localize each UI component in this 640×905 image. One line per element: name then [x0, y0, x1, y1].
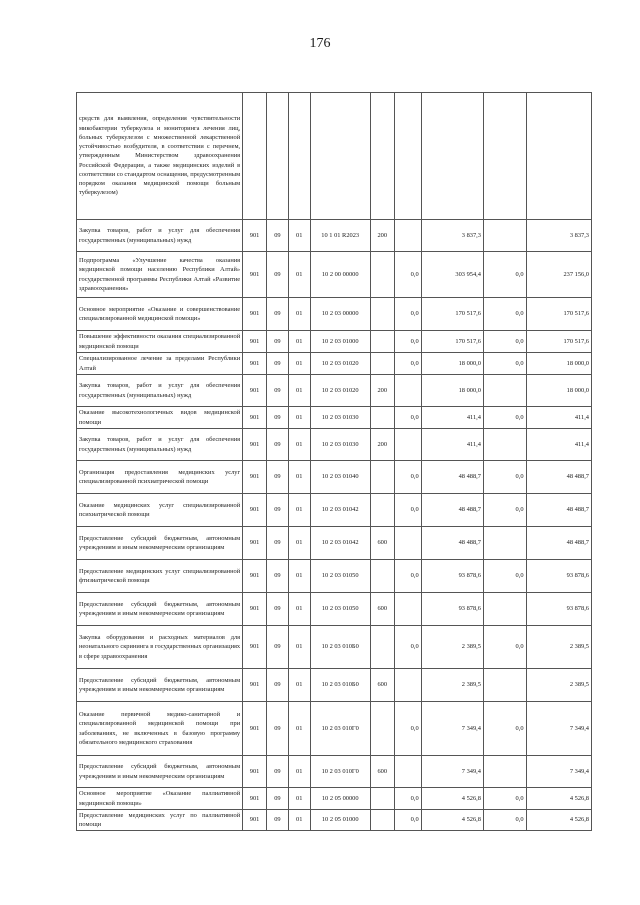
row-name: Специализированное лечение за пределами Республики Алтай [77, 353, 243, 375]
row-value-4: 7 349,4 [526, 702, 591, 756]
row-value-1 [394, 669, 421, 702]
row-section: 09 [267, 331, 289, 353]
table-row [77, 407, 592, 429]
row-section: 09 [267, 788, 289, 810]
row-value-2: 2 389,5 [421, 626, 483, 669]
row-value-4: 48 488,7 [526, 494, 591, 527]
row-value-3 [483, 375, 526, 407]
table-row [77, 626, 592, 669]
row-value-1: 0,0 [394, 626, 421, 669]
row-grbs: 901 [243, 375, 267, 407]
page-number: 176 [309, 36, 331, 51]
row-value-1 [394, 429, 421, 461]
row-value-2: 48 488,7 [421, 461, 483, 494]
row-target-article: 10 2 03 010Г0 [310, 756, 370, 788]
row-value-4: 170 517,6 [526, 331, 591, 353]
table-row [77, 429, 592, 461]
row-grbs: 901 [243, 810, 267, 831]
row-section: 09 [267, 626, 289, 669]
row-subsection: 01 [288, 353, 310, 375]
row-value-3: 0,0 [483, 560, 526, 593]
row-value-3: 0,0 [483, 702, 526, 756]
row-value-2: 170 517,6 [421, 298, 483, 331]
table-row [77, 527, 592, 560]
row-value-1: 0,0 [394, 788, 421, 810]
table-row [77, 810, 592, 831]
row-subsection: 01 [288, 702, 310, 756]
row-value-3: 0,0 [483, 810, 526, 831]
row-name: Закупка товаров, работ и услуг для обеспечения государственных (муниципальных) нужд [77, 429, 243, 461]
row-expense-type [370, 353, 394, 375]
row-value-1: 0,0 [394, 560, 421, 593]
row-expense-type: 600 [370, 756, 394, 788]
row-section: 09 [267, 407, 289, 429]
row-grbs: 901 [243, 407, 267, 429]
row-grbs: 901 [243, 429, 267, 461]
row-name: Подпрограмма «Улучшение качества оказания медицинской помощи населению Республики Алтай» государственной программы Республики Алтай «Развитие здравоохранения» [77, 252, 243, 298]
row-grbs: 901 [243, 527, 267, 560]
row-section: 09 [267, 252, 289, 298]
row-value-2: 411,4 [421, 429, 483, 461]
row-subsection: 01 [288, 669, 310, 702]
row-name: Предоставление медицинских услуг по паллиативной помощи [77, 810, 243, 831]
row-expense-type: 200 [370, 220, 394, 252]
row-target-article: 10 1 01 R2023 [310, 220, 370, 252]
table-row [77, 702, 592, 756]
row-name: Предоставление субсидий бюджетным, автономным учреждениям и иным некоммерческим организациям [77, 593, 243, 626]
row-value-4: 3 837,3 [526, 220, 591, 252]
row-value-4: 2 389,5 [526, 626, 591, 669]
row-value-1: 0,0 [394, 252, 421, 298]
row-value-4: 18 000,0 [526, 353, 591, 375]
table-row [77, 756, 592, 788]
row-value-3 [483, 429, 526, 461]
row-value-4: 7 349,4 [526, 756, 591, 788]
row-expense-type [370, 702, 394, 756]
row-target-article: 10 2 03 01000 [310, 331, 370, 353]
row-value-4: 237 156,0 [526, 252, 591, 298]
row-target-article: 10 2 03 01020 [310, 353, 370, 375]
row-name: Закупка оборудования и расходных материалов для неонатального скрининга в государственных организациях в сфере здравоохранения [77, 626, 243, 669]
row-subsection: 01 [288, 252, 310, 298]
row-expense-type [370, 252, 394, 298]
row-section: 09 [267, 220, 289, 252]
row-name: Закупка товаров, работ и услуг для обеспечения государственных (муниципальных) нужд [77, 375, 243, 407]
row-value-3 [483, 527, 526, 560]
row-target-article: 10 2 00 00000 [310, 252, 370, 298]
row-expense-type [370, 331, 394, 353]
row-expense-type: 600 [370, 593, 394, 626]
row-value-1 [394, 593, 421, 626]
row-section: 09 [267, 560, 289, 593]
row-value-2: 4 526,8 [421, 810, 483, 831]
row-target-article: 10 2 03 01050 [310, 560, 370, 593]
row-section: 09 [267, 669, 289, 702]
row-grbs: 901 [243, 593, 267, 626]
row-value-4: 48 488,7 [526, 527, 591, 560]
row-value-4: 411,4 [526, 407, 591, 429]
row-value-4: 18 000,0 [526, 375, 591, 407]
row-section: 09 [267, 593, 289, 626]
row-expense-type: 200 [370, 429, 394, 461]
row-expense-type [370, 810, 394, 831]
row-value-3 [483, 669, 526, 702]
row-value-3: 0,0 [483, 252, 526, 298]
row-value-3: 0,0 [483, 788, 526, 810]
row-expense-type [370, 407, 394, 429]
row-value-4: 93 878,6 [526, 560, 591, 593]
table-row [77, 788, 592, 810]
row-target-article: 10 2 03 010Б0 [310, 669, 370, 702]
row-value-4: 93 878,6 [526, 593, 591, 626]
row-target-article: 10 2 03 01042 [310, 494, 370, 527]
row-grbs: 901 [243, 331, 267, 353]
row-value-2: 18 000,0 [421, 375, 483, 407]
budget-table [76, 92, 592, 831]
row-grbs [243, 93, 267, 220]
row-name: Предоставление субсидий бюджетным, автономным учреждениям и иным некоммерческим организациям [77, 527, 243, 560]
row-target-article: 10 2 03 01050 [310, 593, 370, 626]
row-grbs: 901 [243, 626, 267, 669]
row-value-3 [483, 756, 526, 788]
row-section: 09 [267, 353, 289, 375]
row-value-1: 0,0 [394, 331, 421, 353]
row-name: Закупка товаров, работ и услуг для обеспечения государственных (муниципальных) нужд [77, 220, 243, 252]
row-value-2: 48 488,7 [421, 527, 483, 560]
row-expense-type: 600 [370, 527, 394, 560]
row-subsection: 01 [288, 461, 310, 494]
row-value-3 [483, 220, 526, 252]
table-row [77, 494, 592, 527]
row-grbs: 901 [243, 702, 267, 756]
row-subsection: 01 [288, 220, 310, 252]
row-grbs: 901 [243, 220, 267, 252]
row-subsection: 01 [288, 626, 310, 669]
row-value-2: 4 526,8 [421, 788, 483, 810]
row-grbs: 901 [243, 353, 267, 375]
row-expense-type [370, 494, 394, 527]
table-row [77, 252, 592, 298]
row-value-2: 411,4 [421, 407, 483, 429]
row-section: 09 [267, 756, 289, 788]
row-value-4: 4 526,8 [526, 788, 591, 810]
row-grbs: 901 [243, 788, 267, 810]
row-expense-type [370, 560, 394, 593]
row-value-3: 0,0 [483, 407, 526, 429]
row-value-2 [421, 93, 483, 220]
row-subsection: 01 [288, 756, 310, 788]
row-value-2: 3 837,3 [421, 220, 483, 252]
row-expense-type: 200 [370, 375, 394, 407]
row-value-2: 303 954,4 [421, 252, 483, 298]
table-row [77, 220, 592, 252]
row-value-3: 0,0 [483, 331, 526, 353]
row-subsection [288, 93, 310, 220]
row-value-2: 170 517,6 [421, 331, 483, 353]
row-value-2: 7 349,4 [421, 702, 483, 756]
row-subsection: 01 [288, 407, 310, 429]
row-value-1 [394, 93, 421, 220]
row-value-2: 7 349,4 [421, 756, 483, 788]
row-target-article: 10 2 03 00000 [310, 298, 370, 331]
row-value-4: 170 517,6 [526, 298, 591, 331]
row-name: средств для выявления, определения чувствительности микобактерии туберкулеза и мониторинга лечения лиц, больных туберкулезом с множественной лекарственной устойчивостью возбудителя, в соответствии с перечнем, утвержденным Министерством здравоохранения Российской Федерации, а также медицинских изделий в соответствии со стандартом оснащения, предусмотренным порядком оказания медицинской помощи больным туберкулезом) [77, 93, 243, 220]
row-subsection: 01 [288, 593, 310, 626]
row-expense-type [370, 298, 394, 331]
row-section [267, 93, 289, 220]
row-subsection: 01 [288, 331, 310, 353]
row-target-article: 10 2 05 01000 [310, 810, 370, 831]
row-name: Оказание первичной медико-санитарной и специализированной медицинской помощи при заболеваниях, не включенных в базовую программу обязательного медицинского страхования [77, 702, 243, 756]
row-target-article: 10 2 03 01020 [310, 375, 370, 407]
row-value-4: 411,4 [526, 429, 591, 461]
row-target-article: 10 2 03 01030 [310, 429, 370, 461]
row-expense-type: 600 [370, 669, 394, 702]
row-value-3: 0,0 [483, 298, 526, 331]
table-row [77, 461, 592, 494]
row-value-3: 0,0 [483, 626, 526, 669]
row-name: Оказание медицинских услуг специализированной психиатрической помощи [77, 494, 243, 527]
row-name: Предоставление субсидий бюджетным, автономным учреждениям и иным некоммерческим организациям [77, 756, 243, 788]
table-row [77, 93, 592, 220]
row-name: Предоставление медицинских услуг специализированной фтизиатрической помощи [77, 560, 243, 593]
table-row [77, 298, 592, 331]
row-grbs: 901 [243, 494, 267, 527]
row-section: 09 [267, 298, 289, 331]
row-value-3: 0,0 [483, 494, 526, 527]
row-section: 09 [267, 375, 289, 407]
row-subsection: 01 [288, 494, 310, 527]
row-target-article: 10 2 03 01030 [310, 407, 370, 429]
row-target-article: 10 2 03 010Г0 [310, 702, 370, 756]
row-name: Оказание высокотехнологичных видов медицинской помощи [77, 407, 243, 429]
row-value-4: 2 389,5 [526, 669, 591, 702]
row-expense-type [370, 626, 394, 669]
row-value-1 [394, 756, 421, 788]
row-subsection: 01 [288, 298, 310, 331]
row-value-1: 0,0 [394, 494, 421, 527]
row-value-2: 93 878,6 [421, 560, 483, 593]
row-name: Организация предоставления медицинских услуг специализированной психиатрической помощи [77, 461, 243, 494]
row-grbs: 901 [243, 756, 267, 788]
row-target-article: 10 2 05 00000 [310, 788, 370, 810]
row-value-1: 0,0 [394, 461, 421, 494]
row-subsection: 01 [288, 560, 310, 593]
row-value-1: 0,0 [394, 407, 421, 429]
row-value-1: 0,0 [394, 702, 421, 756]
row-expense-type [370, 93, 394, 220]
row-section: 09 [267, 527, 289, 560]
row-value-2: 93 878,6 [421, 593, 483, 626]
row-value-1 [394, 527, 421, 560]
row-expense-type [370, 461, 394, 494]
row-grbs: 901 [243, 298, 267, 331]
table-row [77, 593, 592, 626]
row-target-article: 10 2 03 01040 [310, 461, 370, 494]
row-value-1 [394, 220, 421, 252]
row-value-2: 18 000,0 [421, 353, 483, 375]
table-row [77, 353, 592, 375]
row-value-4: 48 488,7 [526, 461, 591, 494]
table-body [77, 93, 592, 831]
row-name: Повышение эффективности оказания специализированной медицинской помощи [77, 331, 243, 353]
row-value-3: 0,0 [483, 353, 526, 375]
table-row [77, 375, 592, 407]
row-value-1: 0,0 [394, 810, 421, 831]
row-subsection: 01 [288, 527, 310, 560]
row-value-2: 48 488,7 [421, 494, 483, 527]
row-target-article: 10 2 03 010Б0 [310, 626, 370, 669]
row-name: Основное мероприятие «Оказание паллиативной медицинской помощи» [77, 788, 243, 810]
row-section: 09 [267, 461, 289, 494]
row-value-3 [483, 93, 526, 220]
row-subsection: 01 [288, 788, 310, 810]
row-grbs: 901 [243, 461, 267, 494]
row-value-1: 0,0 [394, 298, 421, 331]
row-target-article [310, 93, 370, 220]
row-section: 09 [267, 494, 289, 527]
row-section: 09 [267, 810, 289, 831]
row-name: Предоставление субсидий бюджетным, автономным учреждениям и иным некоммерческим организациям [77, 669, 243, 702]
table-row [77, 331, 592, 353]
row-subsection: 01 [288, 429, 310, 461]
row-value-4: 4 526,8 [526, 810, 591, 831]
row-subsection: 01 [288, 375, 310, 407]
table-row [77, 560, 592, 593]
table-row [77, 669, 592, 702]
row-expense-type [370, 788, 394, 810]
row-name: Основное мероприятие «Оказание и совершенствование специализированной медицинской помощи» [77, 298, 243, 331]
row-value-4 [526, 93, 591, 220]
row-subsection: 01 [288, 810, 310, 831]
row-value-1 [394, 375, 421, 407]
row-section: 09 [267, 702, 289, 756]
row-target-article: 10 2 03 01042 [310, 527, 370, 560]
row-value-1: 0,0 [394, 353, 421, 375]
row-grbs: 901 [243, 669, 267, 702]
row-section: 09 [267, 429, 289, 461]
row-value-2: 2 389,5 [421, 669, 483, 702]
row-grbs: 901 [243, 252, 267, 298]
row-value-3 [483, 593, 526, 626]
row-grbs: 901 [243, 560, 267, 593]
row-value-3: 0,0 [483, 461, 526, 494]
